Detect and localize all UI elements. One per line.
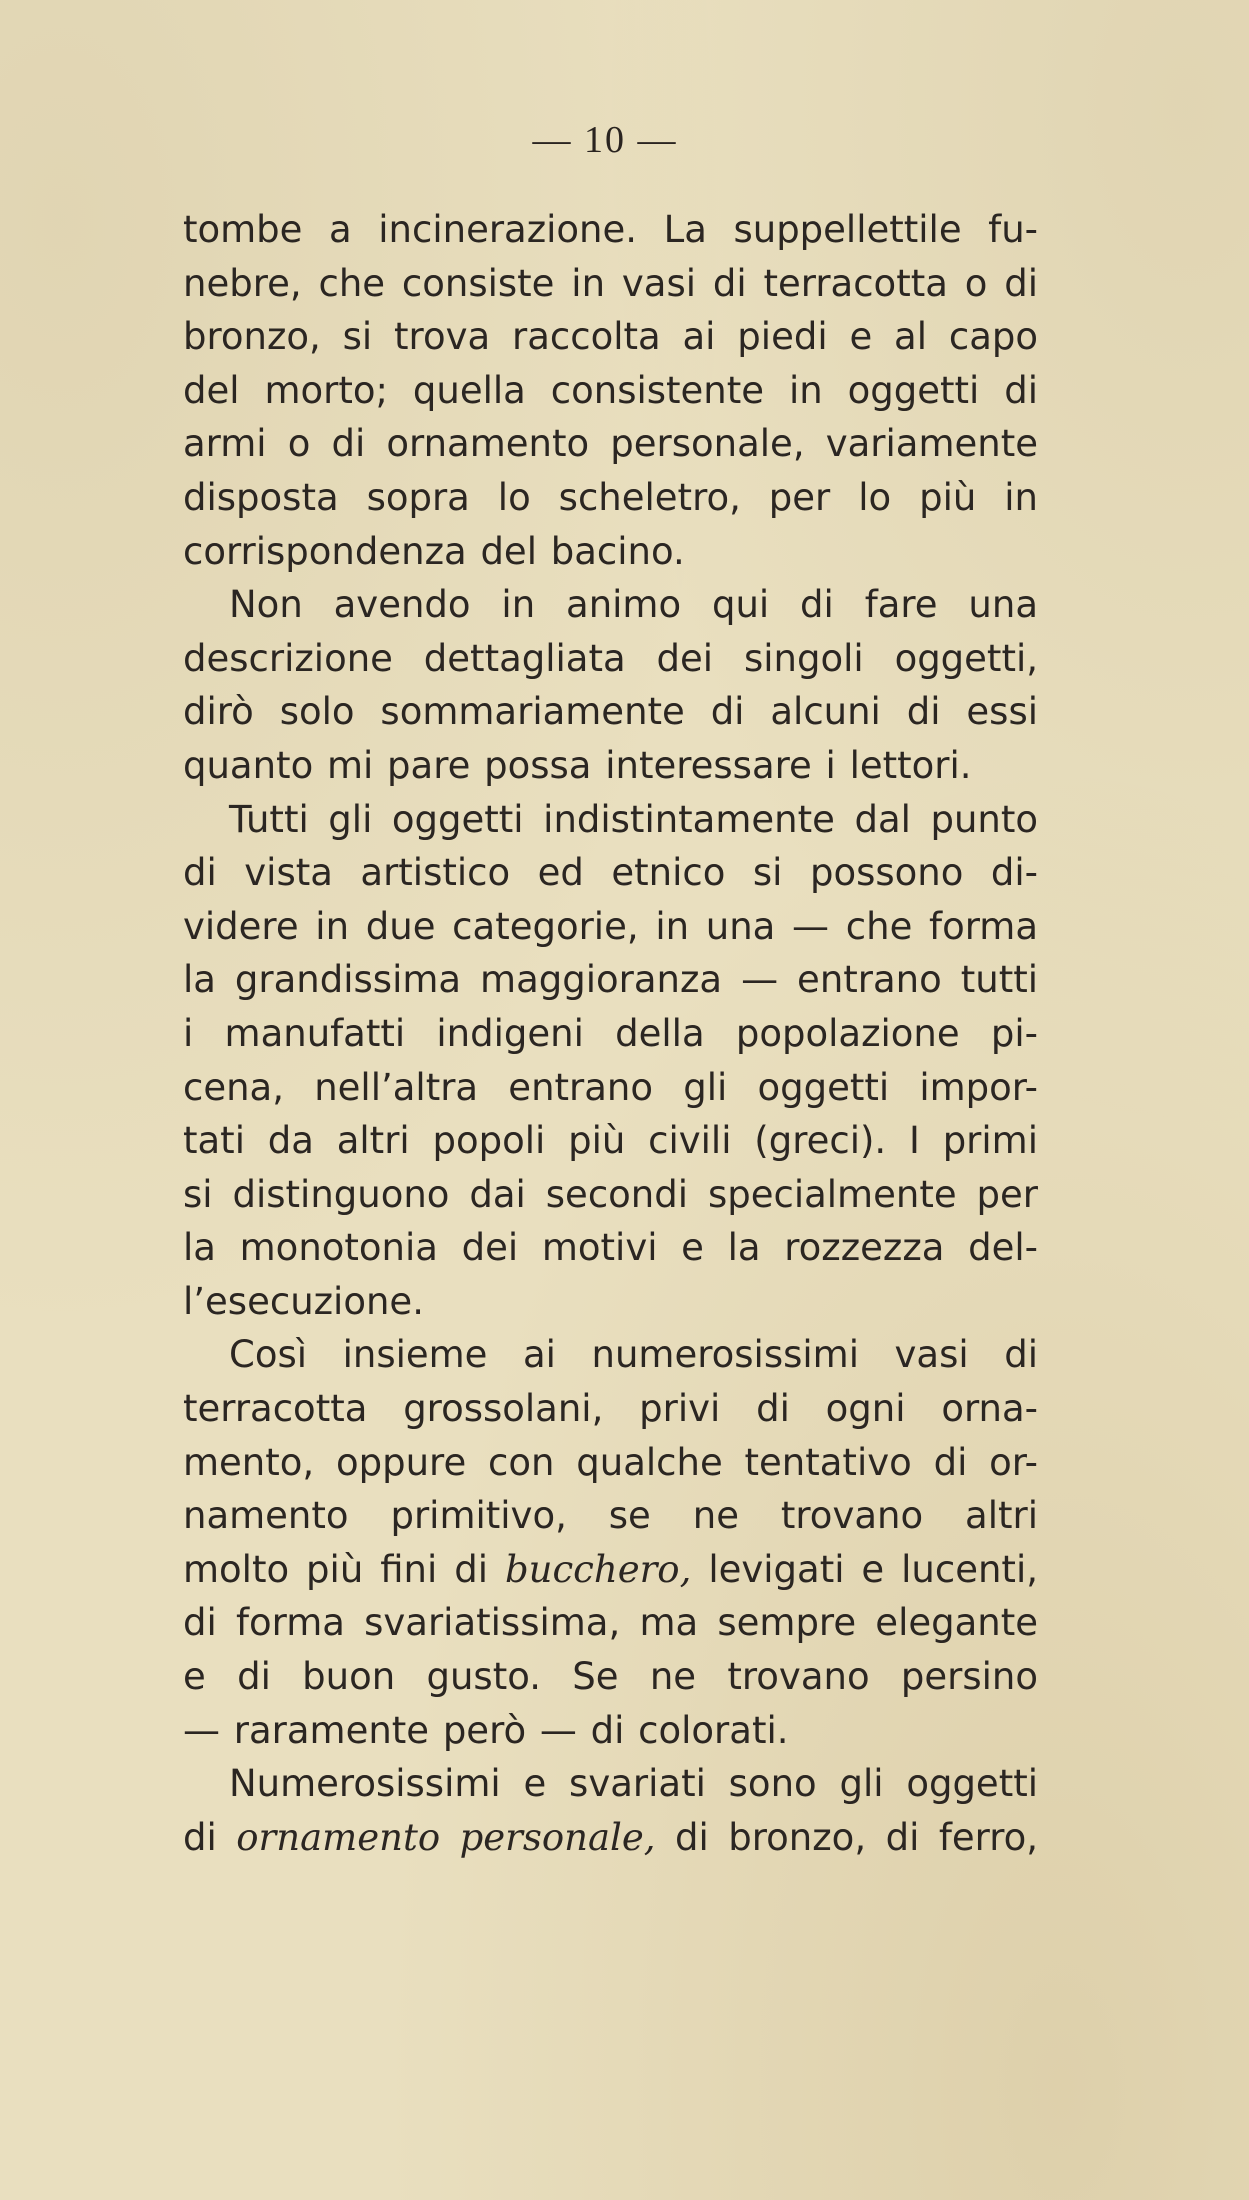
text-line: nebre, che consiste in vasi di terracotta o di xyxy=(183,261,1038,305)
text-line: armi o di ornamento personale, variamente xyxy=(183,422,1038,466)
text-line: cena, nell’altra entrano gli oggetti impor- xyxy=(183,1065,1038,1109)
text-span: molto più fini di xyxy=(183,1547,505,1591)
body-text xyxy=(183,203,1038,1864)
text-line: tati da altri popoli più civili (greci). I primi xyxy=(183,1119,1038,1163)
text-line: di forma svariatissima, ma sempre elegante xyxy=(183,1601,1038,1645)
text-line: — raramente però — di colorati. xyxy=(183,1708,789,1752)
text-line: Così insieme ai numerosissimi vasi di xyxy=(229,1333,1038,1377)
text-line: terracotta grossolani, privi di ogni orna- xyxy=(183,1387,1038,1431)
italic-phrase: bucchero, xyxy=(504,1547,692,1591)
text-line: videre in due categorie, in una — che forma xyxy=(183,904,1038,948)
text-line: disposta sopra lo scheletro, per lo più in xyxy=(183,475,1038,519)
text-line: la grandissima maggioranza — entrano tutti xyxy=(183,958,1038,1002)
text-line: corrispondenza del bacino. xyxy=(183,529,685,573)
text-span: di xyxy=(183,1815,237,1859)
text-line: Tutti gli oggetti indistintamente dal punto xyxy=(229,797,1038,841)
text-line: la monotonia dei motivi e la rozzezza del- xyxy=(183,1226,1038,1270)
text-line: quanto mi pare possa interessare i lettori. xyxy=(183,743,972,787)
text-line xyxy=(183,1543,1038,1597)
text-line: del morto; quella consistente in oggetti di xyxy=(183,368,1038,412)
italic-phrase: ornamento personale, xyxy=(236,1815,656,1859)
page-number: — 10 — xyxy=(532,119,678,161)
text-span: di bronzo, di ferro, xyxy=(655,1815,1039,1859)
text-line: l’esecuzione. xyxy=(183,1279,424,1323)
text-line: Non avendo in animo qui di fare una xyxy=(229,583,1038,627)
text-line: descrizione dettagliata dei singoli oggetti, xyxy=(183,636,1038,680)
text-line: namento primitivo, se ne trovano altri xyxy=(183,1494,1038,1538)
text-line: i manufatti indigeni della popolazione pi- xyxy=(183,1011,1038,1055)
text-line: bronzo, si trova raccolta ai piedi e al capo xyxy=(183,315,1038,359)
text-line: mento, oppure con qualche tentativo di or- xyxy=(183,1440,1038,1484)
text-line: dirò solo sommariamente di alcuni di essi xyxy=(183,690,1038,734)
text-line: di vista artistico ed etnico si possono di- xyxy=(183,851,1038,895)
text-line xyxy=(183,1811,1038,1865)
text-span: levigati e lucenti, xyxy=(691,1547,1038,1591)
text-line: si distinguono dai secondi specialmente per xyxy=(183,1172,1038,1216)
text-line: e di buon gusto. Se ne trovano persino xyxy=(183,1655,1038,1699)
text-line: Numerosissimi e svariati sono gli oggetti xyxy=(229,1762,1038,1806)
text-line: tombe a incinerazione. La suppellettile fu- xyxy=(183,208,1038,251)
